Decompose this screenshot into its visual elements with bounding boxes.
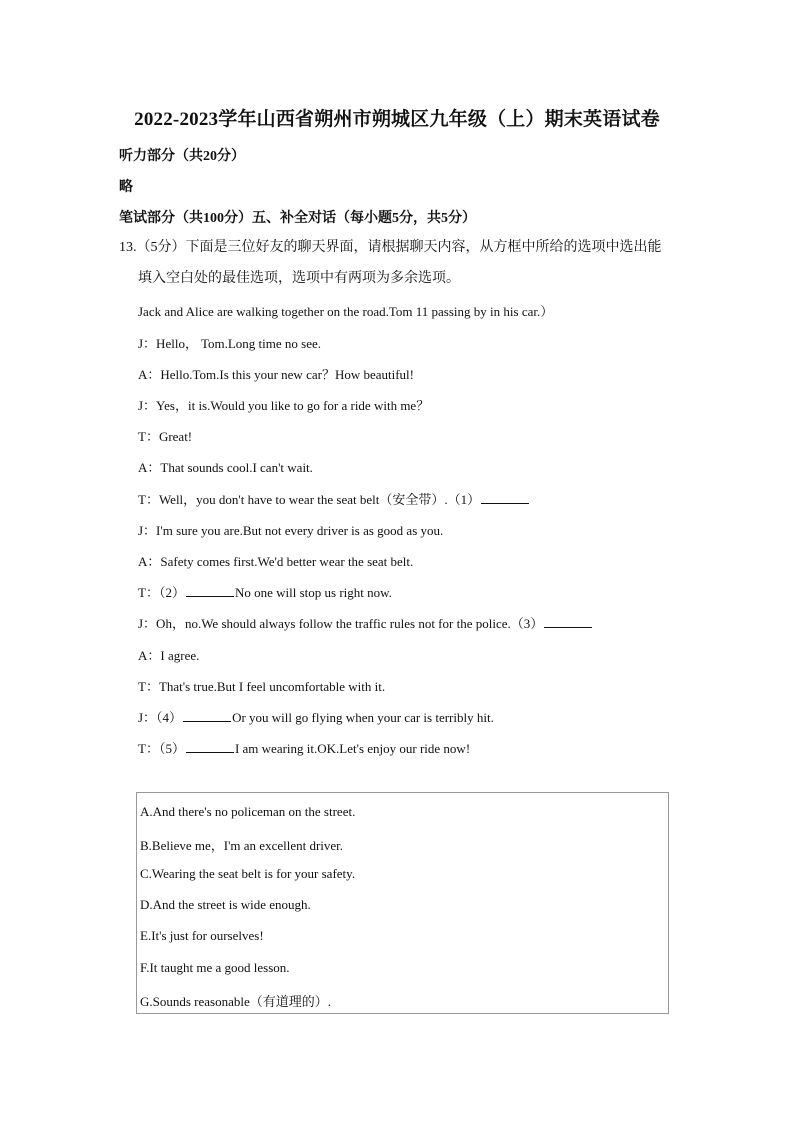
written-section-heading: 笔试部分（共100分）五、补全对话（每小题5分，共5分）	[119, 211, 476, 226]
answer-blank-4[interactable]	[183, 709, 231, 722]
option-b: B.Believe me，I'm an excellent driver.	[140, 838, 344, 853]
dialogue-line: J：I'm sure you are.But not every driver is as good as you.	[138, 523, 444, 538]
dialogue-line-blank-4: J：（4） Or you will go flying when your car is terribly hit.	[138, 710, 494, 725]
question-prompt-line-1: 下面是三位好友的聊天界面，请根据聊天内容，从方框中所给的选项中选出能	[185, 240, 662, 255]
question-number: 13.	[119, 240, 137, 255]
answer-blank-2[interactable]	[186, 584, 234, 597]
question-prompt-line-2: 填入空白处的最佳选项，选项中有两项为多余选项。	[138, 271, 460, 286]
listening-section-heading: 听力部分（共20分）	[119, 149, 245, 164]
dialogue-line: A：Safety comes first.We'd better wear the seat belt.	[138, 554, 414, 569]
option-d: D.And the street is wide enough.	[140, 897, 311, 912]
dialogue-line: J：Hello， Tom.Long time no see.	[138, 336, 321, 351]
option-c: C.Wearing the seat belt is for your safety.	[140, 866, 356, 881]
dialogue-intro: Jack and Alice are walking together on the road.Tom 11 passing by in his car.）	[138, 304, 554, 319]
listening-omitted-note: 略	[119, 180, 133, 195]
dialogue-line-blank-1: T：Well，you don't have to wear the seat belt（安全带）.（1）	[138, 489, 530, 508]
answer-blank-5[interactable]	[186, 740, 234, 753]
options-box	[136, 792, 669, 1014]
answer-blank-3[interactable]	[544, 615, 592, 628]
dialogue-line: A：That sounds cool.I can't wait.	[138, 460, 313, 475]
answer-blank-1[interactable]	[481, 491, 529, 504]
option-e: E.It's just for ourselves!	[140, 928, 264, 943]
dialogue-line-blank-2: T：（2） No one will stop us right now.	[138, 585, 392, 600]
question-score: （5分）	[136, 240, 186, 255]
dialogue-line: J：Yes，it is.Would you like to go for a ride with me？	[138, 398, 430, 413]
dialogue-line-blank-5: T：（5） I am wearing it.OK.Let's enjoy our ride now!	[138, 741, 471, 756]
dialogue-line: T：That's true.But I feel uncomfortable with it.	[138, 679, 386, 694]
page-title: 2022-2023学年山西省朔州市朔城区九年级（上）期末英语试卷	[134, 109, 660, 130]
dialogue-line: T：Great!	[138, 429, 193, 444]
option-a: A.And there's no policeman on the street.	[140, 804, 356, 819]
option-f: F.It taught me a good lesson.	[140, 960, 290, 975]
option-g: G.Sounds reasonable（有道理的）.	[140, 994, 332, 1009]
question-prompt	[119, 232, 679, 294]
dialogue-line: A：I agree.	[138, 648, 200, 663]
dialogue-line: A：Hello.Tom.Is this your new car？How beautiful!	[138, 367, 415, 382]
dialogue-line-blank-3: J：Oh，no.We should always follow the traffic rules not for the police.（3）	[138, 613, 593, 632]
